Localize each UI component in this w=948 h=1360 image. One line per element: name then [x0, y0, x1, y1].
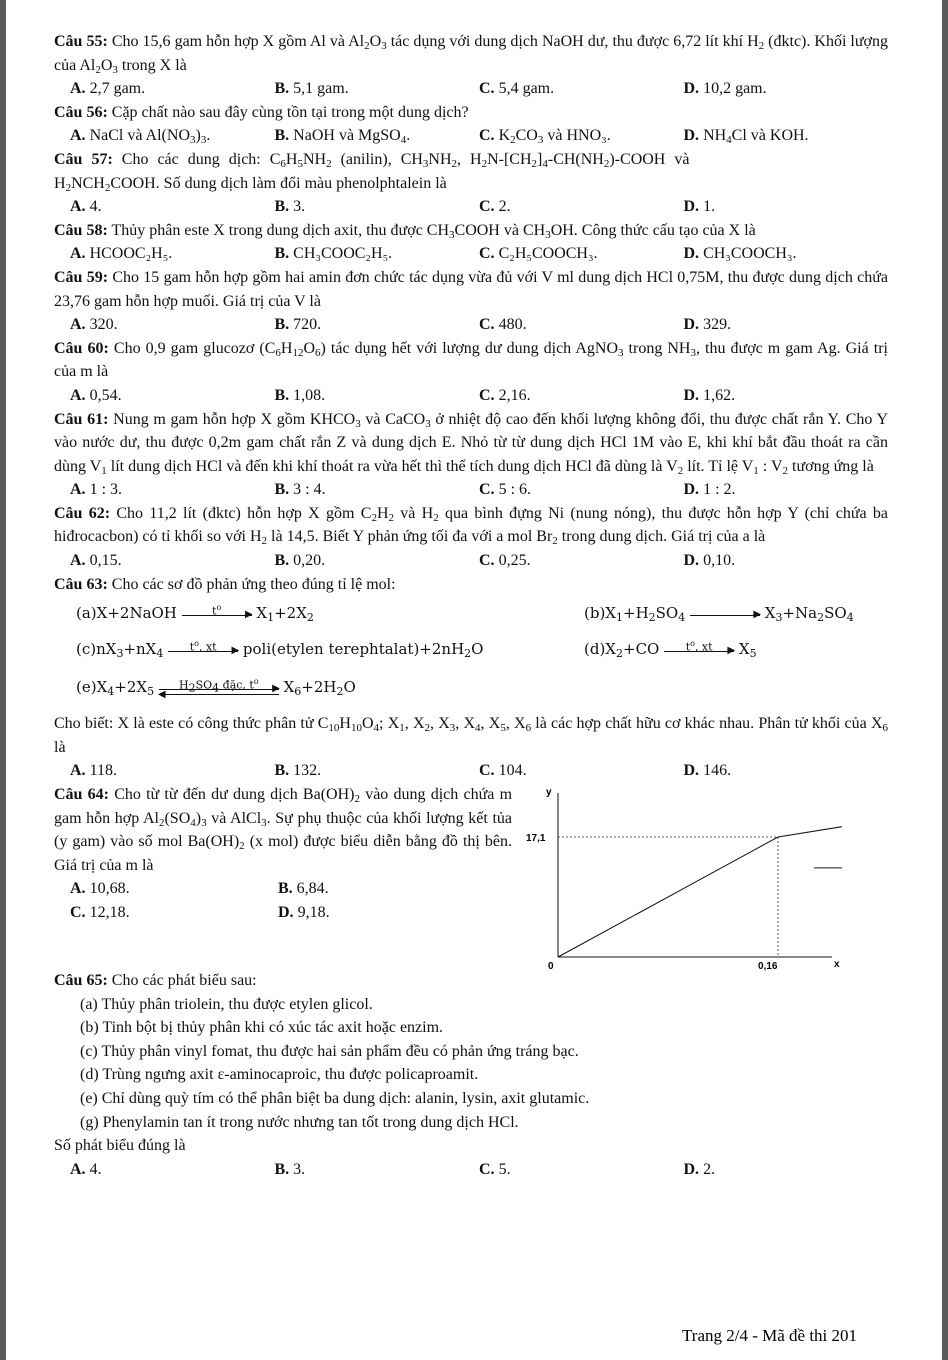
x-tick-label: 0,16 [758, 961, 778, 972]
option-a[interactable] [70, 195, 275, 219]
option-text: 1. [703, 198, 716, 216]
question-64-text: Câu 64: Cho từ từ đến dư dung dịch $Ba(OH)_2$ vào dung dịch chứa m gam hỗn hợp $Al_2(SO_4)_3$ và AlCl$_3$. Sự phụ thuộc của khối lượng kết tủa (y gam) vào số mol $Ba(OH)_2$ (x mol) được biểu diễn bằng đồ thị bên. Giá trị của m là [54, 786, 513, 874]
option-letter: D. [683, 1160, 700, 1178]
sub: 3 [537, 134, 544, 147]
option-text: 132. [293, 762, 322, 780]
option-letter: C. [479, 762, 495, 780]
option-letter: D. [683, 127, 700, 145]
option-b[interactable] [275, 124, 480, 148]
option-text: C₂H₅COOCH₃. [498, 245, 598, 263]
sub: 3 [200, 134, 207, 147]
option-a[interactable] [70, 877, 278, 901]
option-a[interactable] [70, 478, 275, 502]
statement-item: (c) Thủy phân vinyl fomat, thu được hai sản phẩm đều có phản ứng tráng bạc. [80, 1042, 579, 1060]
text: Cho 15,6 gam hỗn hợp X gồm Al và Al [111, 33, 365, 50]
question-64 [54, 783, 888, 972]
question-label: Câu 65: [54, 972, 108, 990]
option-b[interactable] [275, 313, 480, 337]
question-label: Câu 64: [54, 786, 109, 804]
option-a[interactable] [70, 759, 275, 783]
reaction-b: $(b)X_1+H_2SO_4$ ▶ $X_3+Na_2SO_4$ [584, 604, 854, 625]
reaction-d: $(d)X_2+CO$ $t^o$, xt ▶ $X_5$ [584, 639, 757, 661]
text: Cho 15 gam hỗn hợp gồm hai amin đơn chức tác dụng vừa đủ với V ml dung dịch HCl 0,75M, thu được dung dịch chứa 23,76 gam hỗn hợp muối. Giá trị của V là [54, 268, 889, 310]
question-58 [54, 219, 888, 266]
option-d[interactable] [278, 901, 486, 925]
sub: 4 [400, 134, 407, 147]
option-text: 1,08. [293, 386, 326, 404]
option-text: 5,1 gam. [293, 80, 349, 98]
arrow-icon: $t^o$, xt ▶ [664, 642, 734, 658]
option-d[interactable] [684, 242, 889, 266]
option-text: Cl và KOH. [731, 127, 809, 145]
arrow-icon: $t^o$ ▶ [182, 606, 252, 622]
option-text: 1 : 3. [89, 481, 123, 499]
option-letter: A. [70, 762, 86, 780]
option-a[interactable] [70, 242, 275, 266]
option-letter: C. [479, 316, 495, 334]
option-c[interactable] [479, 1158, 684, 1182]
answer-options [54, 77, 888, 101]
option-text: 2,16. [498, 386, 531, 404]
option-text: 9,18. [297, 904, 330, 921]
option-letter: C. [70, 904, 86, 921]
question-57-text: Câu 57: Cho các dung dịch: $C_6H_5NH_2$ (anilin), $CH_3NH_2$, $H_2N-[CH_2]_4-CH(NH_2)$-COOH và [54, 150, 690, 170]
option-text: 1 : 2. [703, 481, 736, 499]
option-letter: B. [274, 80, 290, 98]
option-text: . [206, 127, 211, 145]
option-letter: B. [274, 386, 290, 404]
option-text: 0,20. [293, 552, 326, 570]
sub: 3 [112, 63, 118, 76]
option-letter: A. [70, 80, 86, 98]
option-text: 5,4 gam. [498, 80, 555, 98]
question-60 [54, 337, 888, 408]
option-text: CH₃COOCH₃. [703, 245, 797, 263]
text: tác dụng với dung dịch NaOH dư, thu được 6,72 lít khí H [386, 33, 759, 50]
option-text: 4. [89, 198, 102, 216]
option-letter: D. [683, 481, 700, 499]
option-letter: A. [70, 1160, 86, 1178]
option-a[interactable] [70, 1158, 275, 1182]
y-axis-label: y [546, 787, 552, 799]
option-letter: C. [479, 127, 495, 145]
option-text: 5 : 6. [498, 481, 532, 499]
option-d[interactable] [684, 1158, 889, 1182]
statement-item: (d) Trùng ngưng axit ε-aminocaproic, thu được policaproamit. [80, 1066, 479, 1084]
option-text: 10,68. [89, 880, 130, 898]
arrow-icon: ▶ [690, 606, 760, 622]
question-57-text-2: $H_2NCH_2COOH$. Số dung dịch làm đổi màu phenolphtalein là [54, 174, 447, 194]
option-letter: C. [479, 386, 495, 404]
reaction-schemes [54, 596, 888, 712]
option-letter: B. [274, 481, 290, 499]
question-65 [54, 969, 888, 1181]
option-text: CH₃COOC₂H₅. [293, 245, 393, 263]
question-label: Câu 60: [54, 339, 109, 357]
option-letter: D. [683, 386, 700, 404]
option-letter: C. [479, 80, 495, 98]
option-text: 0,15. [89, 552, 122, 570]
option-text: 3. [293, 198, 306, 216]
x-axis-label: x [834, 959, 840, 971]
question-59-text [54, 266, 888, 313]
option-letter: B. [274, 762, 290, 780]
question-label: Câu 55: [54, 33, 108, 50]
sub: 4 [726, 134, 732, 147]
option-letter: D. [683, 198, 700, 216]
option-text: ) [195, 127, 201, 145]
option-text: K [498, 127, 511, 145]
option-b[interactable] [275, 195, 480, 219]
option-text: 12,18. [89, 904, 130, 921]
question-63-text-2: Cho biết: X là este có công thức phân tử $C_{10}H_{10}O_4$; $X_1$, $X_2$, $X_3$, $X_4$, $X_5$, $X_6$ là các hợp chất hữu cơ khác nhau. Phân tử khối của $X_6$ là [54, 715, 889, 756]
text: trong X là [117, 56, 187, 74]
option-letter: C. [479, 552, 495, 570]
question-60-text: Câu 60: Cho 0,9 gam glucozơ $(C_6H_{12}O_6)$ tác dụng hết với lượng dư dung dịch AgNO$_3$ trong $NH_3$, thu được m gam Ag. Giá trị của m là [54, 339, 888, 381]
option-text: 104. [498, 762, 527, 780]
y-tick-label: 17,1 [526, 833, 546, 845]
option-text: NH [703, 127, 727, 145]
option-letter: D. [278, 904, 294, 921]
exam-page [6, 0, 942, 1360]
sub: 2 [95, 63, 101, 76]
option-letter: B. [274, 552, 290, 570]
option-letter: B. [274, 1160, 290, 1178]
option-letter: A. [70, 481, 86, 499]
question-label: Câu 59: [54, 268, 109, 286]
option-c[interactable] [479, 478, 684, 502]
option-b[interactable] [275, 242, 480, 266]
precipitate-graph [512, 781, 842, 971]
page-content [54, 30, 888, 1181]
option-letter: A. [70, 880, 86, 898]
answer-options [54, 877, 520, 901]
option-b[interactable] [278, 877, 486, 901]
option-d[interactable] [684, 478, 889, 502]
option-letter: A. [70, 316, 86, 334]
option-d[interactable] [684, 77, 889, 101]
text: O [100, 56, 113, 74]
answer-options [54, 549, 888, 573]
option-text: 0,54. [89, 386, 122, 404]
question-57 [54, 148, 888, 219]
option-text: 480. [498, 316, 527, 334]
option-letter: D. [683, 552, 700, 570]
option-text: 146. [703, 762, 732, 780]
option-text: 329. [703, 316, 732, 334]
question-label: Câu 56: [54, 103, 108, 121]
option-text: NaCl và Al(NO [89, 127, 190, 145]
question-58-text: Câu 58: Thủy phân este X trong dung dịch axit, thu được $CH_3COOH$ và $CH_3OH$. Công thức cấu tạo của X là [54, 221, 756, 241]
data-line [558, 824, 842, 957]
option-text: 0,25. [498, 552, 531, 570]
option-text: 5. [498, 1160, 511, 1178]
reaction-e: $(e)X_4+2X_5$ $H_2SO_4$ đặc, $t^o$ ▶ ◀ $X_6+2H_2O$ [76, 677, 356, 701]
option-d[interactable] [684, 313, 889, 337]
question-label: Câu 57: [54, 150, 113, 168]
answer-options [54, 478, 888, 502]
option-b[interactable] [275, 384, 480, 408]
option-text: 720. [293, 316, 322, 334]
option-text: 320. [89, 316, 118, 334]
option-letter: B. [274, 245, 290, 263]
text: Cho các phát biểu sau: [111, 972, 257, 990]
origin-label: 0 [548, 961, 554, 972]
option-text: NaOH và MgSO [293, 127, 401, 145]
option-text: HCOOC₂H₅. [89, 245, 173, 263]
sub: 3 [381, 40, 387, 52]
option-c[interactable] [479, 384, 684, 408]
option-c[interactable] [479, 242, 684, 266]
option-c[interactable] [479, 549, 684, 573]
question-62 [54, 502, 888, 573]
option-c[interactable] [479, 124, 684, 148]
option-letter: A. [70, 127, 86, 145]
option-b[interactable] [275, 549, 480, 573]
option-letter: B. [278, 880, 293, 898]
question-63-text [54, 573, 888, 597]
reaction-c: $(c)nX_3+nX_4$ $t^o$, xt ▶ poli(etylen $terephtalat)+2nH_2O$ [76, 639, 484, 661]
question-label: Câu 62: [54, 504, 111, 522]
option-a[interactable] [70, 77, 275, 101]
option-c[interactable] [479, 77, 684, 101]
sub: 2 [758, 40, 765, 52]
question-62-text: Câu 62: Cho 11,2 lít (đktc) hỗn hợp X gồm $C_2H_2$ và $H_2$ qua bình đựng Ni (nung nóng), thu được hỗn hợp Y (chỉ chứa ba hiđrocacbon) có tỉ khối so với $H_2$ là 14,5. Biết Y phản ứng tối đa với a mol $Br_2$ trong dung dịch. Giá trị của a là [54, 504, 889, 548]
question-59 [54, 266, 888, 337]
option-text: 2,7 gam. [89, 80, 146, 98]
option-d[interactable] [684, 124, 889, 148]
option-letter: C. [479, 198, 495, 216]
statement-item: (g) Phenylamin tan ít trong nước nhưng tan tốt trong dung dịch HCl. [80, 1113, 519, 1131]
option-a[interactable] [70, 384, 275, 408]
option-letter: C. [479, 245, 495, 263]
option-c[interactable] [70, 901, 278, 925]
option-letter: D. [683, 80, 700, 98]
answer-options [54, 313, 888, 337]
option-text: 3. [293, 1160, 306, 1178]
option-letter: B. [274, 198, 290, 216]
option-a[interactable] [70, 124, 275, 148]
option-b[interactable] [275, 77, 480, 101]
reaction-a: (a)X+2NaOH $t^o$ ▶ $X_1+2X_2$ [76, 603, 314, 625]
answer-options [54, 384, 888, 408]
statement-item: (b) Tinh bột bị thủy phân khi có xúc tác axit hoặc enzim. [80, 1019, 444, 1037]
sub: 2 [510, 134, 516, 147]
option-a[interactable] [70, 313, 275, 337]
text: O [369, 33, 382, 50]
option-letter: A. [70, 386, 86, 404]
text: Cặp chất nào sau đây cùng tồn tại trong một dung dịch? [111, 103, 469, 121]
question-65-tail: Số phát biểu đúng là [54, 1137, 186, 1155]
option-text: 10,2 gam. [703, 80, 767, 98]
option-text: 2. [498, 198, 511, 216]
arrow-icon: $t^o$, xt ▶ [168, 642, 238, 658]
option-a[interactable] [70, 549, 275, 573]
answer-options [54, 195, 888, 219]
question-label: Câu 61: [54, 410, 109, 428]
question-label: Câu 58: [54, 221, 108, 239]
answer-options [54, 901, 520, 925]
option-letter: B. [274, 127, 290, 145]
option-d[interactable] [684, 195, 889, 219]
question-label: Câu 63: [54, 575, 108, 593]
answer-options [54, 242, 888, 266]
reversible-arrow-icon: $H_2SO_4$ đặc, $t^o$ ▶ ◀ [157, 677, 280, 701]
question-63 [54, 573, 888, 783]
option-text: 2. [703, 1160, 716, 1178]
option-letter: A. [70, 198, 86, 216]
answer-options [54, 1158, 888, 1182]
answer-options [54, 124, 888, 148]
option-text: 0,10. [703, 552, 736, 570]
option-d[interactable] [684, 549, 889, 573]
option-letter: A. [70, 245, 86, 263]
option-letter: C. [479, 1160, 495, 1178]
question-61 [54, 408, 888, 502]
option-letter: D. [683, 316, 700, 334]
statement-item: (a) Thủy phân triolein, thu được etylen glicol. [80, 995, 373, 1013]
option-d[interactable] [684, 384, 889, 408]
option-text: 4. [89, 1160, 102, 1178]
statement-item: (e) Chỉ dùng quỳ tím có thể phân biệt ba dung dịch: alanin, lysin, axit glutamic. [80, 1090, 590, 1107]
sub: 2 [364, 40, 370, 52]
option-b[interactable] [275, 478, 480, 502]
option-letter: A. [70, 552, 86, 570]
option-text: . [406, 127, 411, 145]
text: Cho các sơ đồ phản ứng theo đúng tỉ lệ mol: [111, 575, 396, 593]
statement-list [54, 993, 888, 1135]
option-c[interactable] [479, 759, 684, 783]
option-d[interactable] [684, 759, 889, 783]
question-55-text [54, 30, 888, 77]
question-65-text [54, 969, 888, 993]
option-letter: C. [479, 481, 495, 499]
option-c[interactable] [479, 313, 684, 337]
option-text: 118. [89, 762, 117, 780]
text: (đktc). Khối lượng của Al [54, 33, 889, 74]
question-56 [54, 101, 888, 148]
option-text: 1,62. [703, 386, 736, 404]
option-text: và HNO₃. [543, 127, 611, 145]
option-letter: D. [683, 762, 700, 780]
option-text: 6,84. [296, 880, 329, 898]
option-letter: B. [274, 316, 290, 334]
option-b[interactable] [275, 1158, 480, 1182]
option-text: CO [515, 127, 538, 145]
question-61-text: Câu 61: Nung m gam hỗn hợp X gồm $KHCO_3$ và CaCO$_3$ ở nhiệt độ cao đến khối lượng không đổi, thu được chất rắn Y. Cho Y vào nước dư, thu được 0,2m gam chất rắn Z và dung dịch E. Nhỏ từ từ dung dịch HCl 1M vào E, khi khí bắt đầu thoát ra cần dùng $V_1$ lít dung dịch HCl và đến khi khí thoát ra vừa hết thì thể tích dung dịch HCl đã dùng là $V_2$ lít. Tỉ lệ $V_1$ : $V_2$ tương ứng là [54, 410, 889, 477]
question-55 [54, 30, 888, 101]
option-b[interactable] [275, 759, 480, 783]
sub: 3 [190, 134, 196, 147]
option-letter: D. [683, 245, 700, 263]
question-56-text [54, 101, 888, 125]
answer-options [54, 759, 888, 783]
option-text: 3 : 4. [293, 481, 326, 499]
option-c[interactable] [479, 195, 684, 219]
page-footer: Trang 2/4 - Mã đề thi 201 [682, 1326, 858, 1345]
